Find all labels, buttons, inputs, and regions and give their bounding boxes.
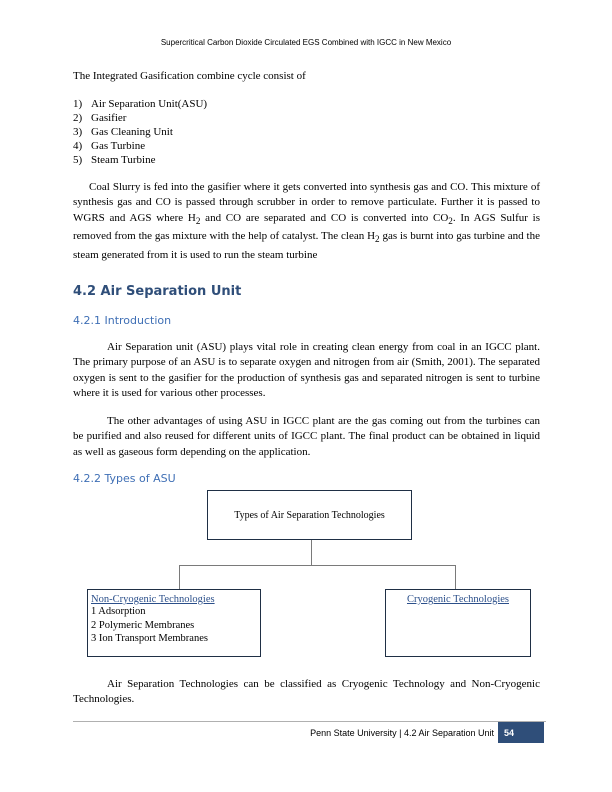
list-number: 3) [73,126,83,138]
cryogenic-box [385,589,531,657]
list-item [73,97,207,111]
list-text: Gasifier [91,112,127,124]
connector-line [179,565,180,589]
connector-line [311,540,312,565]
list-item [73,125,207,139]
subsection-heading-types: 4.2.2 Types of ASU [73,472,176,485]
closing-paragraph [73,677,540,708]
paragraph-text: Air Separation unit (ASU) plays vital role in creating clean energy from coal in an IGCC plant. The primary purpose of an ASU is to separate oxygen and nitrogen from air (Smith, 2001). The separated oxygen is sent to the gasifier for the production of synthesis gas and separated nitrogen is sent to turbine where it is used for various other processes. [73,341,540,399]
asu-paragraph-1 [73,340,540,401]
subscript: 2 [375,234,380,245]
paragraph-text: gas is burnt into gas turbine and the steam generated from it is used to run the steam turbine [73,230,540,261]
igcc-components-list [73,97,207,167]
asu-paragraph-2 [73,414,540,460]
list-text: Gas Cleaning Unit [91,126,173,138]
list-text: Air Separation Unit(ASU) [91,98,208,110]
paragraph-text: Air Separation Technologies can be classified as Cryogenic Technology and Non-Cryogenic Technologies. [73,678,540,706]
process-paragraph [73,180,540,263]
footer-divider [73,721,546,722]
connector-line [455,565,456,589]
paragraph-text: and CO are separated and CO is converted into CO [200,211,449,224]
list-number: 2) [73,112,83,124]
section-heading: 4.2 Air Separation Unit [73,284,242,299]
non-cryogenic-item: 3 Ion Transport Membranes [91,633,208,644]
paragraph-text: . In AGS Sulfur is removed from the gas mixture with the help of catalyst. The clean H [73,211,540,243]
list-text: Steam Turbine [91,154,156,166]
non-cryogenic-item: 1 Adsorption [91,606,146,617]
diagram-root-label: Types of Air Separation Technologies [234,509,385,521]
subsection-heading-introduction: 4.2.1 Introduction [73,314,172,327]
list-number: 5) [73,154,83,166]
paragraph-text: Coal Slurry is fed into the gasifier where it gets converted into synthesis gas and CO. This mixture of synthesis gas and CO is passed through scrubber in order to remove particulate. Further it is passed to WGRS and AGS where H [73,181,540,224]
list-number: 4) [73,140,83,152]
subscript: 2 [195,215,201,226]
connector-line [179,565,456,566]
list-text: Gas Turbine [91,140,146,152]
paragraph-text: The other advantages of using ASU in IGCC plant are the gas coming out from the turbines can be purified and also reused for different units of IGCC plant. The final product can be obtained in liquid as well as gaseous form depending on the application. [73,415,540,458]
intro-text: The Integrated Gasification combine cycle consist of [73,70,306,82]
running-header: Supercritical Carbon Dioxide Circulated EGS Combined with IGCC in New Mexico [160,38,452,47]
page-number: 54 [498,722,544,743]
list-item [73,111,207,125]
diagram-root-box [207,490,412,540]
cryogenic-title: Cryogenic Technologies [406,594,509,605]
list-item [73,139,207,153]
non-cryogenic-item: 2 Polymeric Membranes [91,619,195,631]
subscript: 2 [448,215,453,226]
non-cryogenic-title: Non-Cryogenic Technologies [91,594,215,605]
non-cryogenic-box [87,589,261,657]
footer-text: Penn State University | 4.2 Air Separation Unit [310,728,494,738]
list-item [73,153,207,167]
list-number: 1) [73,98,83,110]
